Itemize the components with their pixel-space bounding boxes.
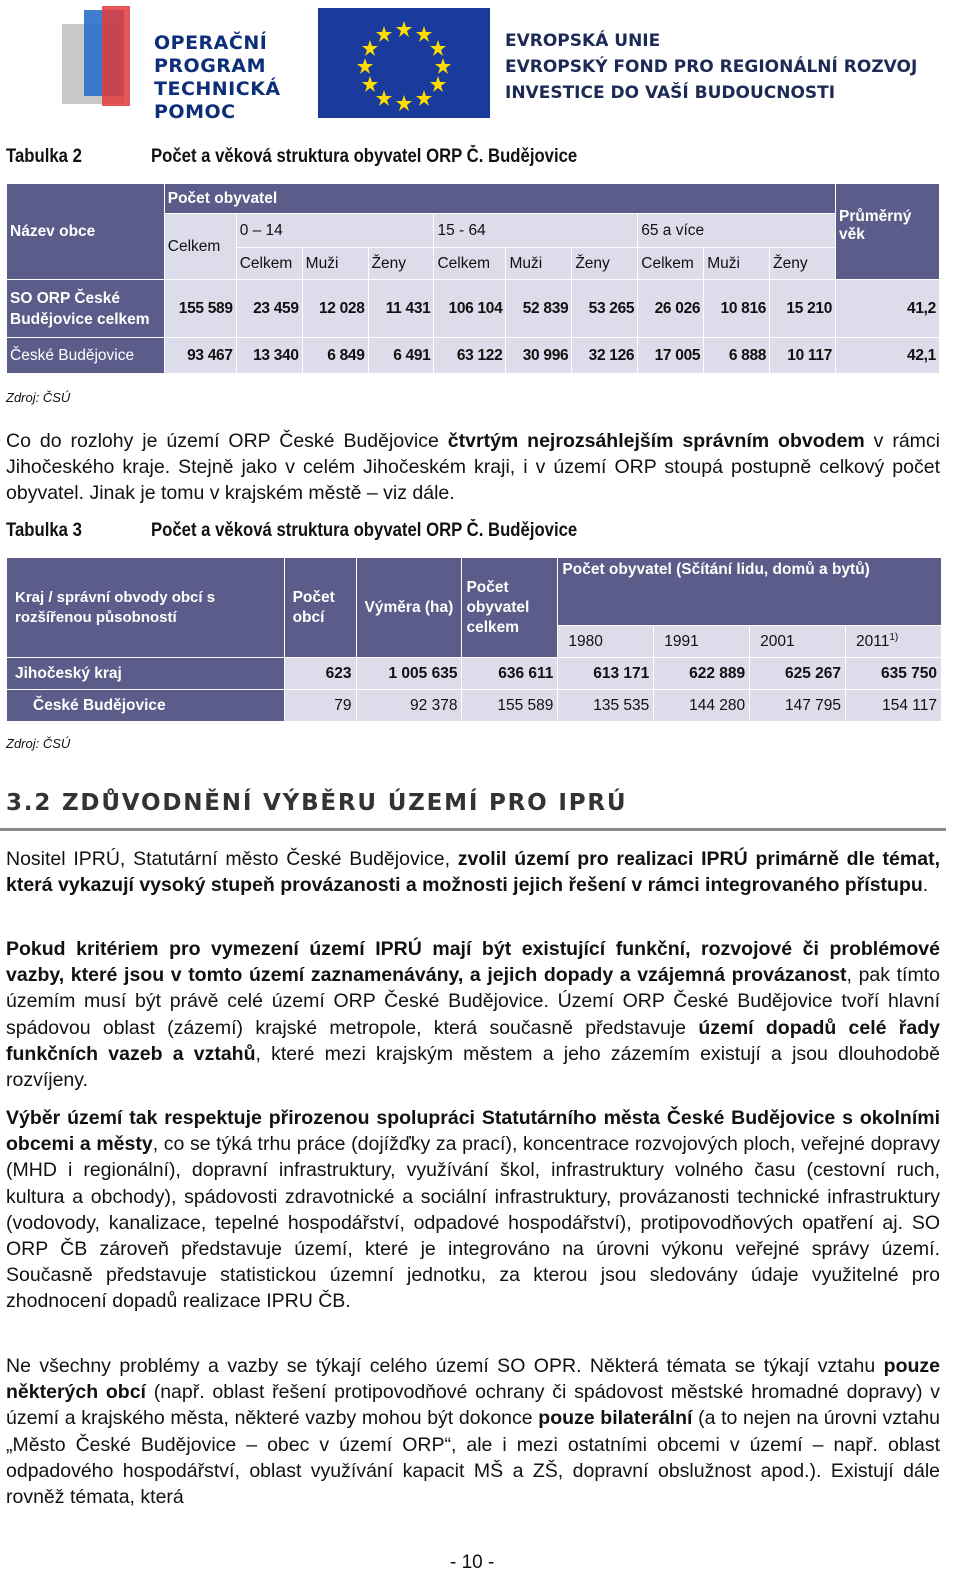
col-header-total: Celkem xyxy=(164,214,236,280)
table2-source: Zdroj: ČSÚ xyxy=(6,390,71,405)
cell: 13 340 xyxy=(236,338,302,374)
cell: 15 210 xyxy=(770,280,836,338)
op-tp-logo xyxy=(62,6,281,123)
row-name: SO ORP České Budějovice celkem xyxy=(7,280,165,338)
row-name: České Budějovice xyxy=(7,338,165,374)
page-number: - 10 - xyxy=(450,1552,495,1573)
col-header-region: Kraj / správní obvody obcí s rozšířenou působností xyxy=(7,558,285,658)
cell-average-age: 41,2 xyxy=(836,280,940,338)
cell: 23 459 xyxy=(236,280,302,338)
logo-square-red xyxy=(102,6,130,106)
cell: 635 750 xyxy=(846,658,942,690)
cell: 636 611 xyxy=(462,658,558,690)
cell: 52 839 xyxy=(506,280,572,338)
paragraph-criteria: Pokud kritériem pro vymezení území IPRÚ mají být existující funkční, rozvojové či problémové vazby, které jsou v tomto území zaznamenávány, a jejich dopady a vzájemná provázanost, pak tímto územím musí být právě celé území ORP České Budějovice. Území ORP České Budějovice tvoří hlavní spádovou oblast (zázemí) krajské metropole, která současně představuje území dopadů celé řady funkčních vazeb a vztahů, které mezi krajským městem a jeho zázemím existují a jsou dlouhodobě rozvíjeny. xyxy=(6,938,940,1092)
cell: 6 849 xyxy=(302,338,368,374)
sub-header: Muži xyxy=(506,248,572,280)
sub-header: Celkem xyxy=(434,248,506,280)
cell: 135 535 xyxy=(558,690,654,722)
sub-header: Muži xyxy=(704,248,770,280)
cell: 10 816 xyxy=(704,280,770,338)
year-header: 2001 xyxy=(750,626,846,658)
cell: 12 028 xyxy=(302,280,368,338)
col-header-age-15-64: 15 - 64 xyxy=(434,214,638,248)
col-header-age-0-14: 0 – 14 xyxy=(236,214,434,248)
cell: 623 xyxy=(284,658,356,690)
paragraph-selection: Výběr území tak respektuje přirozenou spolupráci Statutárního města České Budějovice s okolními obcemi a městy, co se týká trhu práce (dojížďky za prací), koncentrace rozvojových ploch, veřejné dopravy (MHD i regionální), dopravní infrastruktury, využívání škol, infrastruktury volného času (cestovní ruch, kultura a obchody), spádovosti zdravotnické a sociální infrastruktury, provázanosti technické infrastruktury (vodovody, kanalizace, tepelné hospodářství, odpadové hospodářství), protipovodňových opatření aj. SO ORP ČB zároveň představuje území, které je integrováno na úrovni výkonu veřejné správy území. Současně představuje statistickou územní jednotku, za kterou jsou sledovány údaje využitelné pro zhodnocení dopadů realizace IPRU ČB. xyxy=(6,1107,940,1313)
cell: 11 431 xyxy=(368,280,434,338)
col-header-census: Počet obyvatel (Sčítání lidu, domů a bytů) xyxy=(558,558,942,626)
cell: 53 265 xyxy=(572,280,638,338)
table2 xyxy=(6,183,940,374)
cell: 93 467 xyxy=(164,338,236,374)
row-name: České Budějovice xyxy=(7,690,285,722)
col-header-average-age: Průměrný věk xyxy=(836,184,940,280)
cell: 79 xyxy=(284,690,356,722)
cell: 63 122 xyxy=(434,338,506,374)
year-header: 1991 xyxy=(654,626,750,658)
cell: 92 378 xyxy=(356,690,462,722)
table-row xyxy=(7,338,940,374)
paragraph-problems: Ne všechny problémy a vazby se týkají celého území SO OPR. Některá témata se týkají vztahu pouze některých obcí (např. oblast řešení protipovodňové ochrany či spádovost městské hromadné dopravy) v území a krajského města, některé vazby mohou být dokonce pouze bilaterální (a to nejen na úrovni vztahu „Město České Budějovice – obec v území ORP“, ale i mezi ostatními obcemi v území – např. oblast odpadového hospodářství, oblast využívání kapacit MŠ a ZŠ, dopravní obslužnost apod.). Existují dále rovněž témata, která xyxy=(6,1355,941,1509)
cell: 6 888 xyxy=(704,338,770,374)
cell: 1 005 635 xyxy=(356,658,462,690)
cell: 26 026 xyxy=(638,280,704,338)
eu-flag-icon xyxy=(318,8,490,118)
table3-source: Zdroj: ČSÚ xyxy=(6,736,71,751)
col-header-name: Název obce xyxy=(7,184,165,280)
sub-header: Celkem xyxy=(236,248,302,280)
cell: 106 104 xyxy=(434,280,506,338)
table2-title: Počet a věková struktura obyvatel ORP Č. Budějovice xyxy=(151,146,578,167)
col-header-area: Výměra (ha) xyxy=(356,558,462,658)
cell: 147 795 xyxy=(750,690,846,722)
cell: 17 005 xyxy=(638,338,704,374)
cell: 32 126 xyxy=(572,338,638,374)
year-header-2011: 2011$^{1)}$ xyxy=(846,626,942,658)
cell-average-age: 42,1 xyxy=(836,338,940,374)
cell: 155 589 xyxy=(164,280,236,338)
eu-text-block: EVROPSKÁ UNIE EVROPSKÝ FOND PRO REGIONÁLNÍ ROZVOJ INVESTICE DO VAŠÍ BUDOUCNOSTI xyxy=(505,31,918,103)
paragraph-area: Co do rozlohy je území ORP České Budějovice čtvrtým nejrozsáhlejším správním obvodem v rámci Jihočeského kraje. Stejně jako v celém Jihočeském kraji, i v území ORP stoupá postupně celkový počet obyvatel. Jinak je tomu v krajském městě – viz dále. xyxy=(6,430,941,505)
sub-header: Ženy xyxy=(770,248,836,280)
cell: 155 589 xyxy=(462,690,558,722)
cell: 625 267 xyxy=(750,658,846,690)
table-row xyxy=(7,658,942,690)
col-header-age-65: 65 a více xyxy=(638,214,836,248)
table3 xyxy=(6,557,942,722)
table3-label: Tabulka 3 xyxy=(6,520,82,541)
cell: 144 280 xyxy=(654,690,750,722)
table-row xyxy=(7,280,940,338)
table2-label: Tabulka 2 xyxy=(6,146,82,167)
cell: 613 171 xyxy=(558,658,654,690)
cell: 154 117 xyxy=(846,690,942,722)
table3-title: Počet a věková struktura obyvatel ORP Č. Budějovice xyxy=(151,520,578,541)
sub-header: Ženy xyxy=(368,248,434,280)
col-header-population: Počet obyvatel xyxy=(164,184,835,214)
cell: 6 491 xyxy=(368,338,434,374)
col-header-municipality-count: Počet obcí xyxy=(284,558,356,658)
year-header: 1980 xyxy=(558,626,654,658)
cell: 30 996 xyxy=(506,338,572,374)
sub-header: Ženy xyxy=(572,248,638,280)
col-header-population-total: Počet obyvatel celkem xyxy=(462,558,558,658)
cell: 10 117 xyxy=(770,338,836,374)
paragraph-provider: Nositel IPRÚ, Statutární město České Budějovice, zvolil území pro realizaci IPRÚ primárně dle témat, která vykazují vysoký stupeň provázanosti a možnosti jejich řešení v rámci integrovaného přístupu. xyxy=(6,848,940,897)
table-row xyxy=(7,690,942,722)
cell: 622 889 xyxy=(654,658,750,690)
section-heading: 3.2 ZDŮVODNĚNÍ VÝBĚRU ÚZEMÍ PRO IPRÚ xyxy=(6,790,628,816)
sub-header: Celkem xyxy=(638,248,704,280)
sub-header: Muži xyxy=(302,248,368,280)
row-name: Jihočeský kraj xyxy=(7,658,285,690)
op-logo-text: OPERAČNÍ PROGRAM TECHNICKÁ POMOC xyxy=(154,32,281,123)
heading-rule xyxy=(0,828,946,831)
